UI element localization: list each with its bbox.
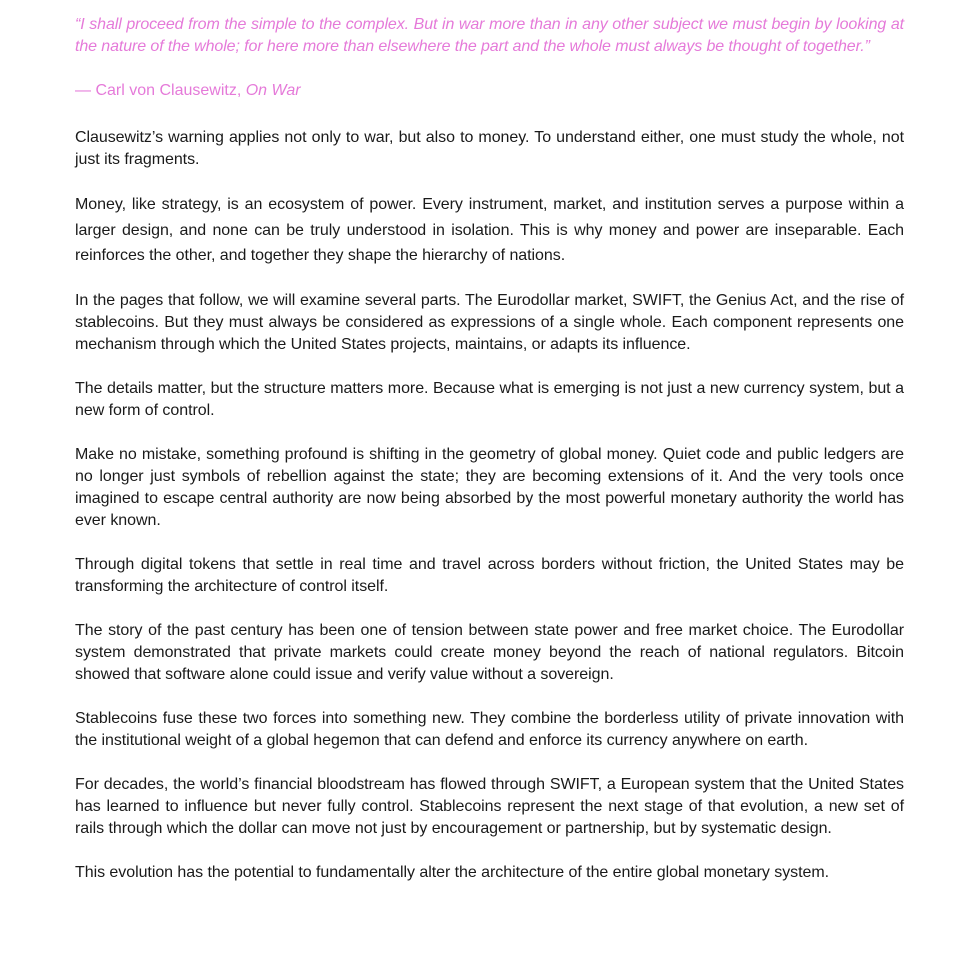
body-paragraph: Money, like strategy, is an ecosystem of power. Every instrument, market, and institution serves a purpose within a larger design, and none can be truly understood in isolation. This is why money and power are inseparable. Each reinforces the other, and together they shape the hierarchy of nations.: [75, 196, 904, 264]
body-paragraph: In the pages that follow, we will examine several parts. The Eurodollar market, SWIFT, the Genius Act, and the rise of stablecoins. But they must always be considered as expressions of a single whole. Each component represents one mechanism through which the United States projects, maintains, or adapts its influence.: [75, 291, 904, 353]
epigraph-quote: “I shall proceed from the simple to the complex. But in war more than in any other subject we must begin by looking at the nature of the whole; for here more than elsewhere the part and the whole must always be thought of together.”: [75, 16, 904, 55]
body-paragraph: Through digital tokens that settle in real time and travel across borders without friction, the United States may be transforming the architecture of control itself.: [75, 555, 904, 595]
body-paragraph: The story of the past century has been one of tension between state power and free market choice. The Eurodollar system demonstrated that private markets could create money beyond the reach of national regulators. Bitcoin showed that software alone could issue and verify value without a sovereign.: [75, 621, 904, 683]
body-paragraph: The details matter, but the structure matters more. Because what is emerging is not just a new currency system, but a new form of control.: [75, 379, 904, 419]
body-paragraph: Clausewitz’s warning applies not only to war, but also to money. To understand either, one must study the whole, not just its fragments.: [75, 129, 904, 168]
attribution-author: — Carl von Clausewitz,: [75, 82, 246, 99]
body-paragraph: For decades, the world’s financial bloodstream has flowed through SWIFT, a European system that the United States has learned to influence but never fully control. Stablecoins represent the next stage of that evolution, a new set of rails through which the dollar can move not just by encouragement or partnership, but by systematic design.: [75, 775, 904, 837]
document-page: [75, 14, 904, 884]
attribution-work-title: On War: [245, 82, 301, 99]
body-paragraph: This evolution has the potential to fundamentally alter the architecture of the entire global monetary system.: [75, 863, 830, 881]
body-paragraph: Stablecoins fuse these two forces into something new. They combine the borderless utility of private innovation with the institutional weight of a global hegemon that can defend and enforce its currency anywhere on earth.: [75, 709, 904, 749]
epigraph-attribution: [75, 80, 904, 102]
body-paragraph: Make no mistake, something profound is shifting in the geometry of global money. Quiet code and public ledgers are no longer just symbols of rebellion against the state; they are becoming extensions of it. And the very tools once imagined to escape central authority are now being absorbed by the most powerful monetary authority the world has ever known.: [75, 445, 904, 529]
